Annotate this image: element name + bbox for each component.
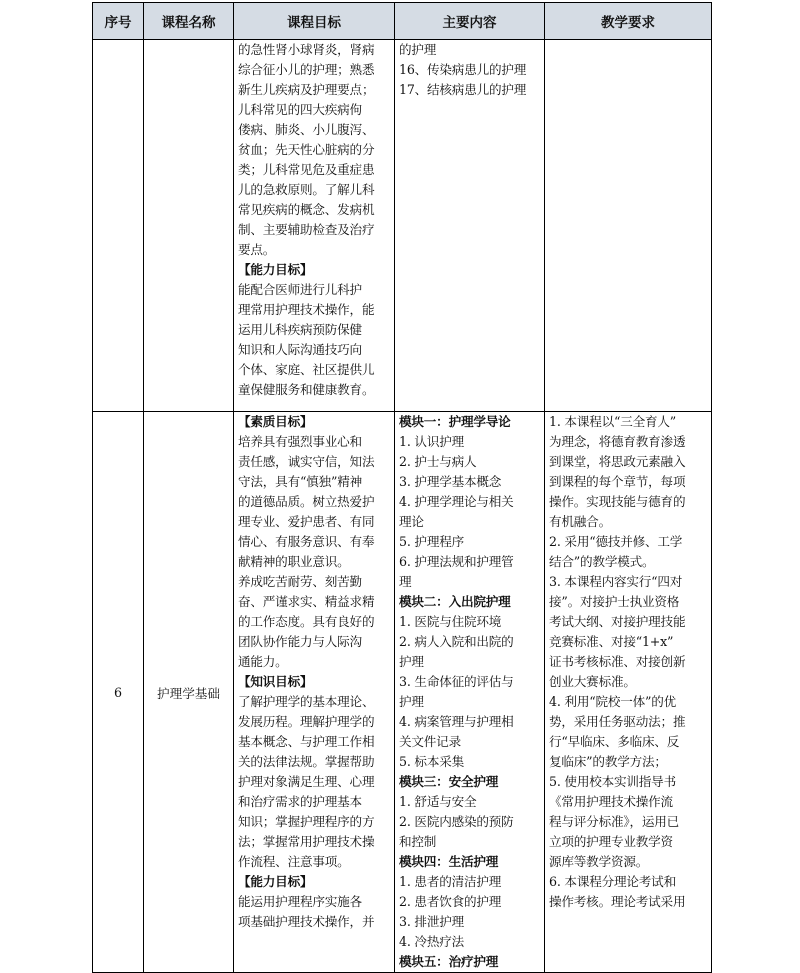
text-line: 情心、有服务意识、有奉: [238, 534, 375, 549]
text-line: 关的法律法规。掌握帮助: [238, 754, 375, 769]
text-line: 发展历程。理解护理学的: [238, 714, 375, 729]
table-header-row: [93, 3, 712, 40]
text-line: 操作考核。理论考试采用: [549, 894, 686, 909]
text-line: 3. 排泄护理: [399, 914, 464, 929]
text-line: 责任感，诚实守信，知法: [238, 454, 375, 469]
text-line: 2. 采用“德技并修、工学: [549, 534, 683, 549]
text-line: 2. 护士与病人: [399, 454, 477, 469]
text-line: 奋、严谨求实、精益求精: [238, 594, 375, 609]
text-line: 贫血；先天性心脏病的分: [238, 142, 375, 157]
text-line: 到课程的每个章节，每项: [549, 474, 686, 489]
text-line: 3. 本课程内容实行“四对: [549, 574, 683, 589]
text-line: 个体、家庭、社区提供儿: [238, 362, 375, 377]
text-line: 5. 使用校本实训指导书: [549, 774, 676, 789]
text-line: 类；儿科常见危及重症患: [238, 162, 375, 177]
text-line: 到课堂，将思政元素融入: [549, 454, 686, 469]
text-line: 1. 医院与住院环境: [399, 614, 502, 629]
text-line: 和治疗需求的护理基本: [238, 794, 362, 809]
section-heading: 【素质目标】: [238, 414, 313, 429]
course-goal-text: [234, 40, 394, 400]
text-line: 结合”的教学模式。: [549, 554, 655, 569]
text-line: 的急性肾小球肾炎，肾病: [238, 42, 375, 57]
text-line: 能运用护理程序实施各: [238, 894, 362, 909]
text-line: 1. 舒适与安全: [399, 794, 477, 809]
text-line: 基本概念、与护理工作相: [238, 734, 375, 749]
text-line: 运用儿科疾病预防保健: [238, 322, 362, 337]
text-line: 1. 本课程以“三全育人”: [549, 414, 677, 429]
header-course-name: 课程名称: [144, 3, 234, 40]
text-line: 理论: [399, 514, 424, 529]
main-content-cell: [395, 412, 545, 973]
main-content-text: [395, 412, 544, 972]
text-line: 行“早临床、多临床、反: [549, 734, 680, 749]
text-line: 的工作态度。具有良好的: [238, 614, 375, 629]
text-line: 6. 护理法规和护理管: [399, 554, 514, 569]
text-line: 童保健服务和健康教育。: [238, 382, 375, 397]
text-line: 4. 利用“院校一体”的优: [549, 694, 677, 709]
text-line: 证书考核标准、对接创新: [549, 654, 686, 669]
text-line: 源库等教学资源。: [549, 854, 649, 869]
header-course-goal: 课程目标: [234, 3, 395, 40]
teaching-requirements-cell: [545, 40, 712, 412]
text-line: 法；掌握常用护理技术操: [238, 834, 375, 849]
text-line: 培养具有强烈事业心和: [238, 434, 362, 449]
text-line: 理: [399, 574, 412, 589]
text-line: 2. 患者饮食的护理: [399, 894, 502, 909]
text-line: 关文件记录: [399, 734, 461, 749]
course-goal-text: [234, 412, 394, 932]
text-line: 3. 生命体征的评估与: [399, 674, 514, 689]
text-line: 势，采用任务驱动法；推: [549, 714, 686, 729]
header-teaching-requirements: 教学要求: [545, 3, 712, 40]
serial-number-cell: [93, 40, 144, 412]
section-heading: 【能力目标】: [238, 874, 313, 889]
text-line: 新生儿疾病及护理要点；: [238, 82, 375, 97]
text-line: 理专业、爱护患者、有同: [238, 514, 375, 529]
text-line: 1. 患者的清洁护理: [399, 874, 502, 889]
text-line: 《常用护理技术操作流: [549, 794, 673, 809]
text-line: 护理对象满足生理、心理: [238, 774, 375, 789]
text-line: 有机融合。: [549, 514, 611, 529]
text-line: 操作。实现技能与德育的: [549, 494, 686, 509]
text-line: 5. 标本采集: [399, 754, 464, 769]
text-line: 项基础护理技术操作，并: [238, 914, 375, 929]
text-line: 养成吃苦耐劳、刻苦勤: [238, 574, 362, 589]
text-line: 偻病、肺炎、小儿腹泻、: [238, 122, 375, 137]
text-line: 复临床”的教学方法；: [549, 754, 667, 769]
text-line: 立项的护理专业教学资: [549, 834, 673, 849]
text-line: 儿的急救原则。了解儿科: [238, 182, 375, 197]
text-line: 通能力。: [238, 654, 288, 669]
text-line: 护理: [399, 694, 424, 709]
text-line: 综合征小儿的护理；熟悉: [238, 62, 375, 77]
text-line: 程与评分标准》，运用已: [549, 814, 680, 829]
section-heading: 模块二：入出院护理: [399, 594, 511, 609]
text-line: 作流程、注意事项。: [238, 854, 350, 869]
text-line: 4. 病案管理与护理相: [399, 714, 514, 729]
text-line: 献精神的职业意识。: [238, 554, 350, 569]
text-line: 护理: [399, 654, 424, 669]
text-line: 团队协作能力与人际沟: [238, 634, 362, 649]
course-name-cell: 护理学基础: [144, 412, 234, 973]
section-heading: 【知识目标】: [238, 674, 313, 689]
text-line: 理常用护理技术操作，能: [238, 302, 375, 317]
table-row: [93, 412, 712, 973]
section-heading: 【能力目标】: [238, 262, 313, 277]
course-goal-cell: [234, 40, 395, 412]
text-line: 3. 护理学基本概念: [399, 474, 502, 489]
text-line: 守法，具有“慎独”精神: [238, 474, 363, 489]
text-line: 创业大赛标准。: [549, 674, 636, 689]
text-line: 能配合医师进行儿科护: [238, 282, 362, 297]
main-content-cell: [395, 40, 545, 412]
text-line: 和控制: [399, 834, 437, 849]
text-line: 4. 冷热疗法: [399, 934, 464, 949]
text-line: 2. 医院内感染的预防: [399, 814, 514, 829]
serial-number-cell: 6: [93, 412, 144, 973]
course-name-cell: [144, 40, 234, 412]
text-line: 6. 本课程分理论考试和: [549, 874, 676, 889]
text-line: 16、传染病患儿的护理: [399, 62, 527, 77]
text-line: 要点。: [238, 242, 276, 257]
text-line: 4. 护理学理论与相关: [399, 494, 514, 509]
text-line: 的道德品质。树立热爱护: [238, 494, 375, 509]
section-heading: 模块三：安全护理: [399, 774, 499, 789]
text-line: 的护理: [399, 42, 437, 57]
text-line: 接”。对接护士执业资格: [549, 594, 680, 609]
section-heading: 模块一：护理学导论: [399, 414, 511, 429]
text-line: 考试大纲、对接护理技能: [549, 614, 686, 629]
header-serial-number: 序号: [93, 3, 144, 40]
text-line: 儿科常见的四大疾病佝: [238, 102, 362, 117]
text-line: 竞赛标准、对接“1+x”: [549, 634, 674, 649]
text-line: 为理念，将德育教育渗透: [549, 434, 686, 449]
text-line: 5. 护理程序: [399, 534, 464, 549]
course-goal-cell: [234, 412, 395, 973]
text-line: 1. 认识护理: [399, 434, 464, 449]
text-line: 制、主要辅助检查及治疗: [238, 222, 375, 237]
curriculum-table: [92, 2, 712, 973]
text-line: 知识；掌握护理程序的方: [238, 814, 375, 829]
section-heading: 模块五：治疗护理: [399, 954, 499, 969]
text-line: 2. 病人入院和出院的: [399, 634, 514, 649]
text-line: 常见疾病的概念、发病机: [238, 202, 375, 217]
table-row: [93, 40, 712, 412]
main-content-text: [395, 40, 544, 100]
teaching-requirements-cell: [545, 412, 712, 973]
text-line: 了解护理学的基本理论、: [238, 694, 375, 709]
header-main-content: 主要内容: [395, 3, 545, 40]
text-line: 17、结核病患儿的护理: [399, 82, 527, 97]
teaching-requirements-text: [545, 412, 711, 912]
section-heading: 模块四：生活护理: [399, 854, 499, 869]
text-line: 知识和人际沟通技巧向: [238, 342, 362, 357]
